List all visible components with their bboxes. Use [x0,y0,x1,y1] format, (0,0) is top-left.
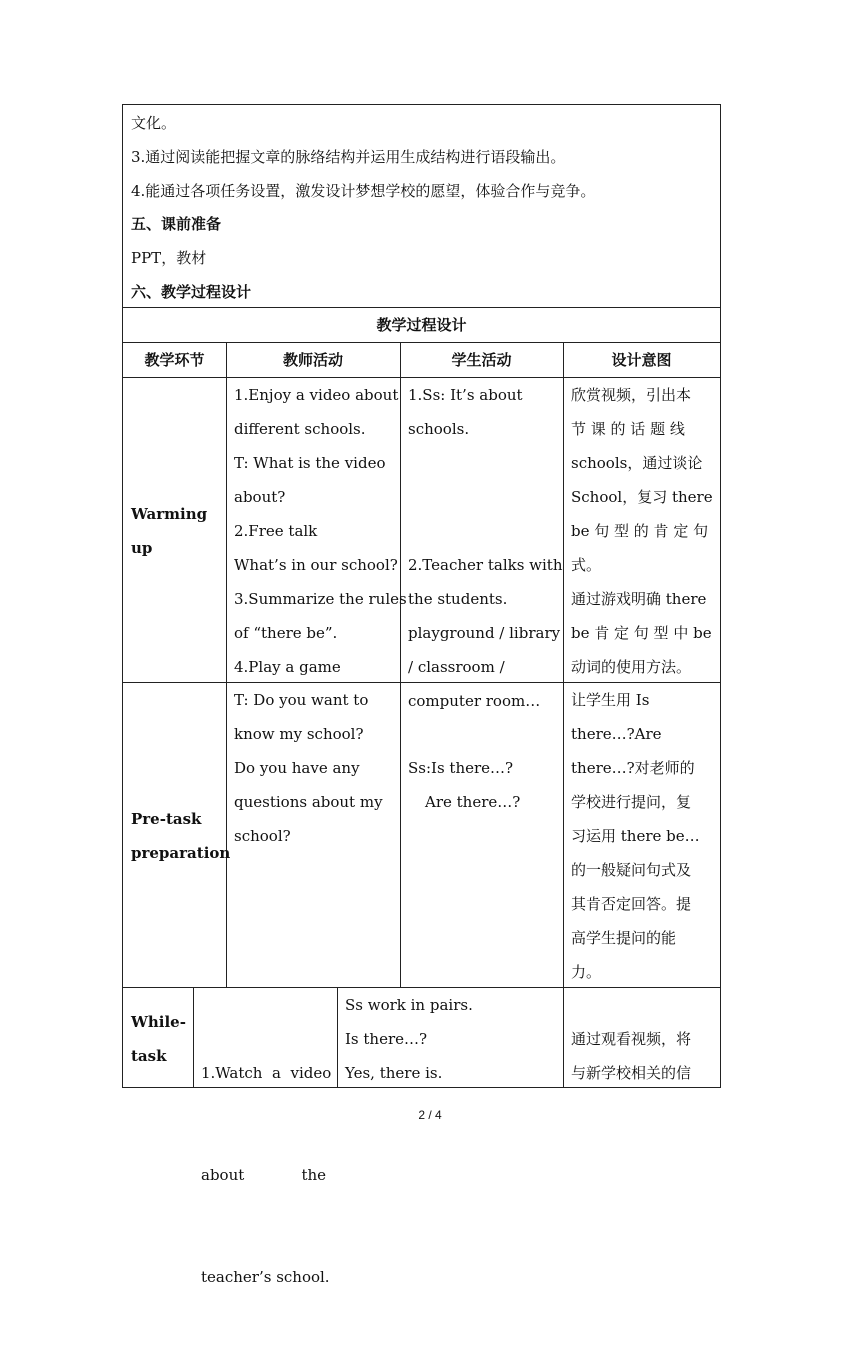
stage-line: task [131,1047,167,1065]
header-stage: 教学环节 [144,351,205,369]
text-line: T: Do you want to [234,691,369,709]
intro-line-1: 文化。 [131,114,177,132]
stage-line: While- [131,1013,186,1031]
text-line [408,480,560,514]
text-line: 式。 [571,556,602,574]
design-intent-warming [571,378,715,684]
text-line: What’s in our school? [234,556,398,574]
student-activity-pretask [408,751,560,819]
student-activity-warming [408,378,563,718]
text-line: 学校进行提问，复 [571,793,692,811]
intro-line-2: 3.通过阅读能把握文章的脉络结构并运用生成结构进行语段输出。 [131,148,566,166]
text-line: 1.Ss: It’s about [408,386,523,404]
col-divider-1 [226,343,227,987]
text-line: 3.Summarize the rules [234,590,407,608]
text-line: about the [201,1166,327,1184]
text-line: schools，通过谈论 [571,454,703,472]
row3-col-divider-1 [193,987,194,1087]
intro-section [123,105,720,308]
text-line: 欣赏视频，引出本 [571,386,692,404]
text-line: T: What is the video [234,454,386,472]
design-intent-pretask [571,683,715,989]
text-line: of “there be”. [234,624,338,642]
text-line: 节 课 的 话 题 线 [571,420,685,438]
text-line: Do you have any [234,759,360,777]
design-intent-whiletask [571,1022,715,1090]
stage-line: up [131,539,153,557]
section6-heading: 六、教学过程设计 [131,283,252,301]
text-line: be 句 型 的 肯 定 句 [571,522,709,540]
stage-warming-up [131,497,223,565]
text-line: Yes, there is. [345,1064,443,1082]
text-line: there…?Are [571,725,662,743]
header-student: 学生活动 [451,351,512,369]
text-line: Is there…? [345,1030,428,1048]
col-divider-3 [563,343,564,987]
text-line: 与新学校相关的信 [571,1064,692,1082]
intro-line-3: 4.能通过各项任务设置，激发设计梦想学校的愿望，体验合作与竞争。 [131,182,596,200]
text-line: school? [234,827,291,845]
text-line: questions about my [234,793,383,811]
text-line: computer room… [408,692,541,710]
text-line: 高学生提问的能 [571,929,677,947]
stage-line: preparation [131,844,231,862]
text-line: 其肯否定回答。提 [571,895,692,913]
text-line: 动词的使用方法。 [571,658,692,676]
text-line: 通过游戏明确 there [571,590,707,608]
text-line: Ss:Is there…? [408,759,514,777]
text-line: 的一般疑问句式及 [571,861,692,879]
stage-while-task [131,1005,191,1073]
text-line: teacher’s school. [201,1268,330,1286]
text-line: different schools. [234,420,366,438]
text-line: about? [234,488,286,506]
stage-line: Warming [131,505,208,523]
text-line: 习运用 there be… [571,827,700,845]
row3-col-divider-2 [337,987,338,1087]
text-line: School，复习 there [571,488,713,506]
text-line: the students. [408,590,508,608]
section5-heading: 五、课前准备 [131,215,222,233]
stage-line: Pre-task [131,810,202,828]
student-activity-whiletask [345,988,559,1090]
text-line: 通过观看视频，将 [571,1030,692,1048]
text-line: 2.Free talk [234,522,318,540]
text-line: 力。 [571,963,602,981]
text-line: 1.Watch a video [201,1064,332,1082]
text-line: schools. [408,420,470,438]
text-line: 2.Teacher talks with [408,556,563,574]
text-line [408,514,560,548]
teacher-activity-pretask [234,683,396,853]
text-line: know my school? [234,725,364,743]
text-line: 让学生用 Is [571,691,650,709]
page-number: 2 / 4 [418,1108,442,1122]
text-line: there…?对老师的 [571,759,695,777]
col-divider-2 [400,343,401,987]
section5-text: PPT，教材 [131,249,207,267]
teacher-activity-warming [234,378,407,684]
table-caption: 教学过程设计 [123,308,720,343]
text-line: Ss work in pairs. [345,996,473,1014]
stage-pre-task [131,802,231,870]
teacher-activity-whiletask [201,988,333,1362]
header-intent: 设计意图 [611,351,672,369]
text-line: / classroom / [408,658,505,676]
text-line: 4.Play a game [234,658,341,676]
header-teacher: 教师活动 [282,351,343,369]
text-line: 1.Enjoy a video about [234,386,399,404]
text-line: be 肯 定 句 型 中 be [571,624,712,642]
row3-col-divider-3 [563,987,564,1087]
text-line [408,446,560,480]
text-line: playground / library [408,624,561,642]
text-line: Are there…? [425,793,521,811]
